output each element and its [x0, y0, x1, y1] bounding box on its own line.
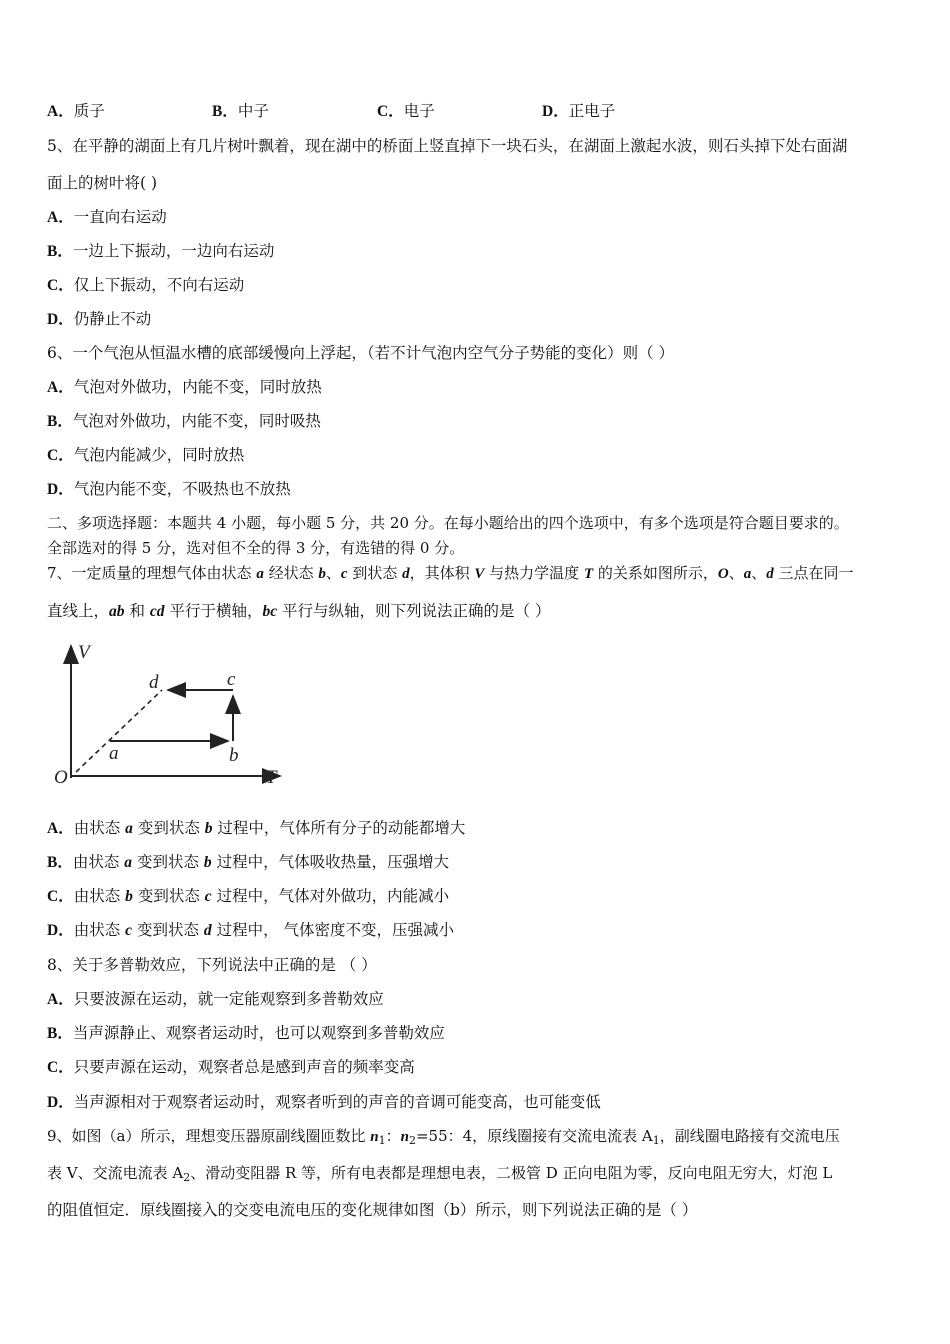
q5-option-a: A．一直向右运动	[47, 208, 167, 226]
q8-option-d: D．当声源相对于观察者运动时，观察者听到的声音的音调可能变高，也可能变低	[47, 1093, 601, 1111]
q6-stem: 6、一个气泡从恒温水槽的底部缓慢向上浮起，（若不计气泡内空气分子势能的变化）则（ ）	[47, 344, 675, 362]
label-c: c	[227, 669, 236, 690]
q9-stem-line2: 表 V、交流电流表 $A_2$、滑动变阻器 R 等，所有电表都是理想电表，二极管 D 正向电阻为零，反向电阻无穷大，灯泡 L	[47, 1164, 833, 1184]
q8-option-b: B．当声源静止、观察者运动时，也可以观察到多普勒效应	[47, 1024, 445, 1042]
q5-stem-line2: 面上的树叶将( )	[47, 174, 158, 192]
q7-stem-line1: 7、一定质量的理想气体由状态 a 经状态 b、c 到状态 d，其体积 V 与热力学温度 T 的关系如图所示，O、a、d 三点在同一	[47, 564, 854, 582]
dashed-line-o-to-d	[76, 690, 162, 772]
q5-option-c: C．仅上下振动，不向右运动	[47, 276, 245, 294]
q6-option-a: A．气泡对外做功，内能不变，同时放热	[47, 378, 322, 396]
q4-option-a: A．质子	[47, 102, 105, 120]
q7-option-d: D．由状态 c 变到状态 d 过程中， 气体密度不变，压强减小	[47, 921, 454, 939]
q8-option-a: A．只要波源在运动，就一定能观察到多普勒效应	[47, 990, 384, 1008]
label-a: a	[109, 743, 119, 764]
section2-line1: 二、多项选择题：本题共 4 小题，每小题 5 分，共 20 分。在每小题给出的四个选项中，有多个选项是符合题目要求的。	[47, 514, 849, 532]
q7-option-c: C．由状态 b 变到状态 c 过程中，气体对外做功，内能减小	[47, 887, 450, 905]
label-o: O	[54, 767, 68, 788]
q6-option-b: B．气泡对外做功，内能不变，同时吸热	[47, 412, 321, 430]
q5-option-d: D．仍静止不动	[47, 310, 152, 328]
q4-option-d: D．正电子	[542, 102, 616, 120]
q7-stem-line2: 直线上，ab 和 cd 平行于横轴，bc 平行与纵轴，则下列说法正确的是（ ）	[47, 602, 551, 620]
q5-stem-line1: 5、在平静的湖面上有几片树叶飘着，现在湖中的桥面上竖直掉下一块石头，在湖面上激起水波，则石头掉下处右面湖	[47, 137, 848, 155]
vt-graph	[52, 640, 292, 790]
label-d: d	[149, 672, 159, 693]
q7-option-a: A．由状态 a 变到状态 b 过程中，气体所有分子的动能都增大	[47, 819, 466, 837]
q7-option-b: B．由状态 a 变到状态 b 过程中，气体吸收热量，压强增大	[47, 853, 450, 871]
q4-option-b: B．中子	[212, 102, 269, 120]
label-v: V	[78, 642, 90, 663]
q8-option-c: C．只要声源在运动，观察者总是感到声音的频率变高	[47, 1058, 415, 1076]
section2-line2: 全部选对的得 5 分，选对但不全的得 3 分，有选错的得 0 分。	[47, 539, 465, 557]
q6-option-d: D．气泡内能不变，不吸热也不放热	[47, 480, 291, 498]
q6-option-c: C．气泡内能减少，同时放热	[47, 446, 245, 464]
q8-stem: 8、关于多普勒效应，下列说法中正确的是 （ ）	[47, 956, 377, 974]
q9-stem-line1: 9、如图（a）所示，理想变压器原副线圈匝数比 $n_1$：$n_2=55$：4，原线圈接有交流电流表 $A_1$，副线圈电路接有交流电压	[47, 1127, 840, 1147]
q4-option-c: C．电子	[377, 102, 435, 120]
q9-stem-line3: 的阻值恒定．原线圈接入的交变电流电压的变化规律如图（b）所示，则下列说法正确的是（ ）	[47, 1201, 698, 1219]
label-b: b	[229, 745, 239, 766]
label-t: T	[266, 767, 277, 788]
q5-option-b: B．一边上下振动，一边向右运动	[47, 242, 275, 260]
